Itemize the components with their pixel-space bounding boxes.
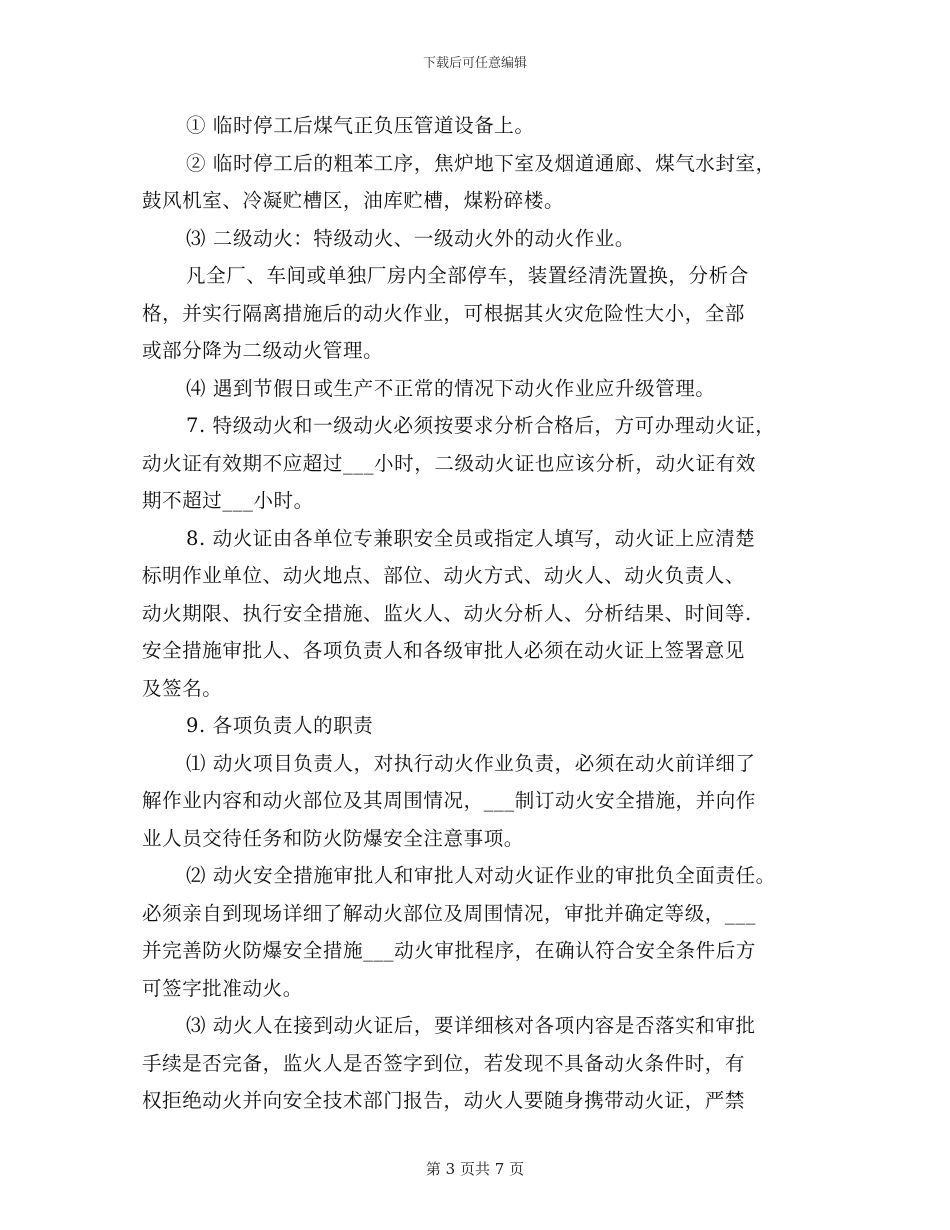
text-line: 标明作业单位、动火地点、部位、动火方式、动火人、动火负责人、 [142,564,746,587]
text-line: 安全措施审批人、各项负责人和各级审批人必须在动火证上签署意见 [142,639,746,662]
text-line: 解作业内容和动火部位及其周围情况，___制订动火安全措施，并向作 [142,789,756,812]
document-body [142,107,812,1120]
text-line: 凡全厂、车间或单独厂房内全部停车，装置经清洗置换，分析合 [186,264,749,287]
text-line: ⑴ 动火项目负责人，对执行动火作业负责，必须在动火前详细了 [186,751,756,775]
text-line: 期不超过___小时。 [142,489,314,512]
text-line: 动火期限、执行安全措施、监火人、动火分析人、分析结果、时间等. [142,601,752,625]
page-number: 第 3 页共 7 页 [425,1160,525,1178]
text-line: 手续是否完备，监火人是否签字到位，若发现不具备动火条件时，有 [142,1051,746,1075]
text-line: ⑶ 动火人在接到动火证后，要详细核对各项内容是否落实和审批 [186,1014,756,1037]
text-line: 权拒绝动火并向安全技术部门报告，动火人要随身携带动火证，严禁 [142,1089,746,1112]
text-line: 或部分降为二级动火管理。 [142,339,384,362]
page-header: 下载后可任意编辑 [422,56,527,71]
text-line: 并完善防火防爆安全措施___动火审批程序，在确认符合安全条件后方 [142,939,756,962]
text-line: ① 临时停工后煤气正负压管道设备上。 [186,114,535,137]
text-line: 可签字批准动火。 [142,976,303,1000]
text-line: 业人员交待任务和防火防爆安全注意事项。 [142,826,524,850]
text-line: ⑷ 遇到节假日或生产不正常的情况下动火作业应升级管理。 [186,376,716,400]
text-line: 格，并实行隔离措施后的动火作业，可根据其火灾危险性大小，全部 [142,301,746,325]
text-line: ⑶ 二级动火：特级动火、一级动火外的动火作业。 [186,226,635,250]
text-line: 7. 特级动火和一级动火必须按要求分析合格后，方可办理动火证， [186,414,776,437]
text-line: 9. 各项负责人的职责 [186,714,374,737]
text-line: 动火证有效期不应超过___小时，二级动火证也应该分析，动火证有效 [142,451,756,475]
text-line: 鼓风机室、冷凝贮槽区，油库贮槽，煤粉碎楼。 [142,189,565,212]
text-line: 8. 动火证由各单位专兼职安全员或指定人填写，动火证上应清楚 [186,526,756,550]
text-line: ② 临时停工后的粗苯工序，焦炉地下室及烟道通廊、煤气水封室， [186,151,776,175]
text-line: ⑵ 动火安全措施审批人和审批人对动火证作业的审批负全面责任。 [186,864,776,887]
text-line: 必须亲自到现场详细了解动火部位及周围情况，审批并确定等级，___ [142,901,756,925]
text-line: 及签名。 [142,676,223,700]
